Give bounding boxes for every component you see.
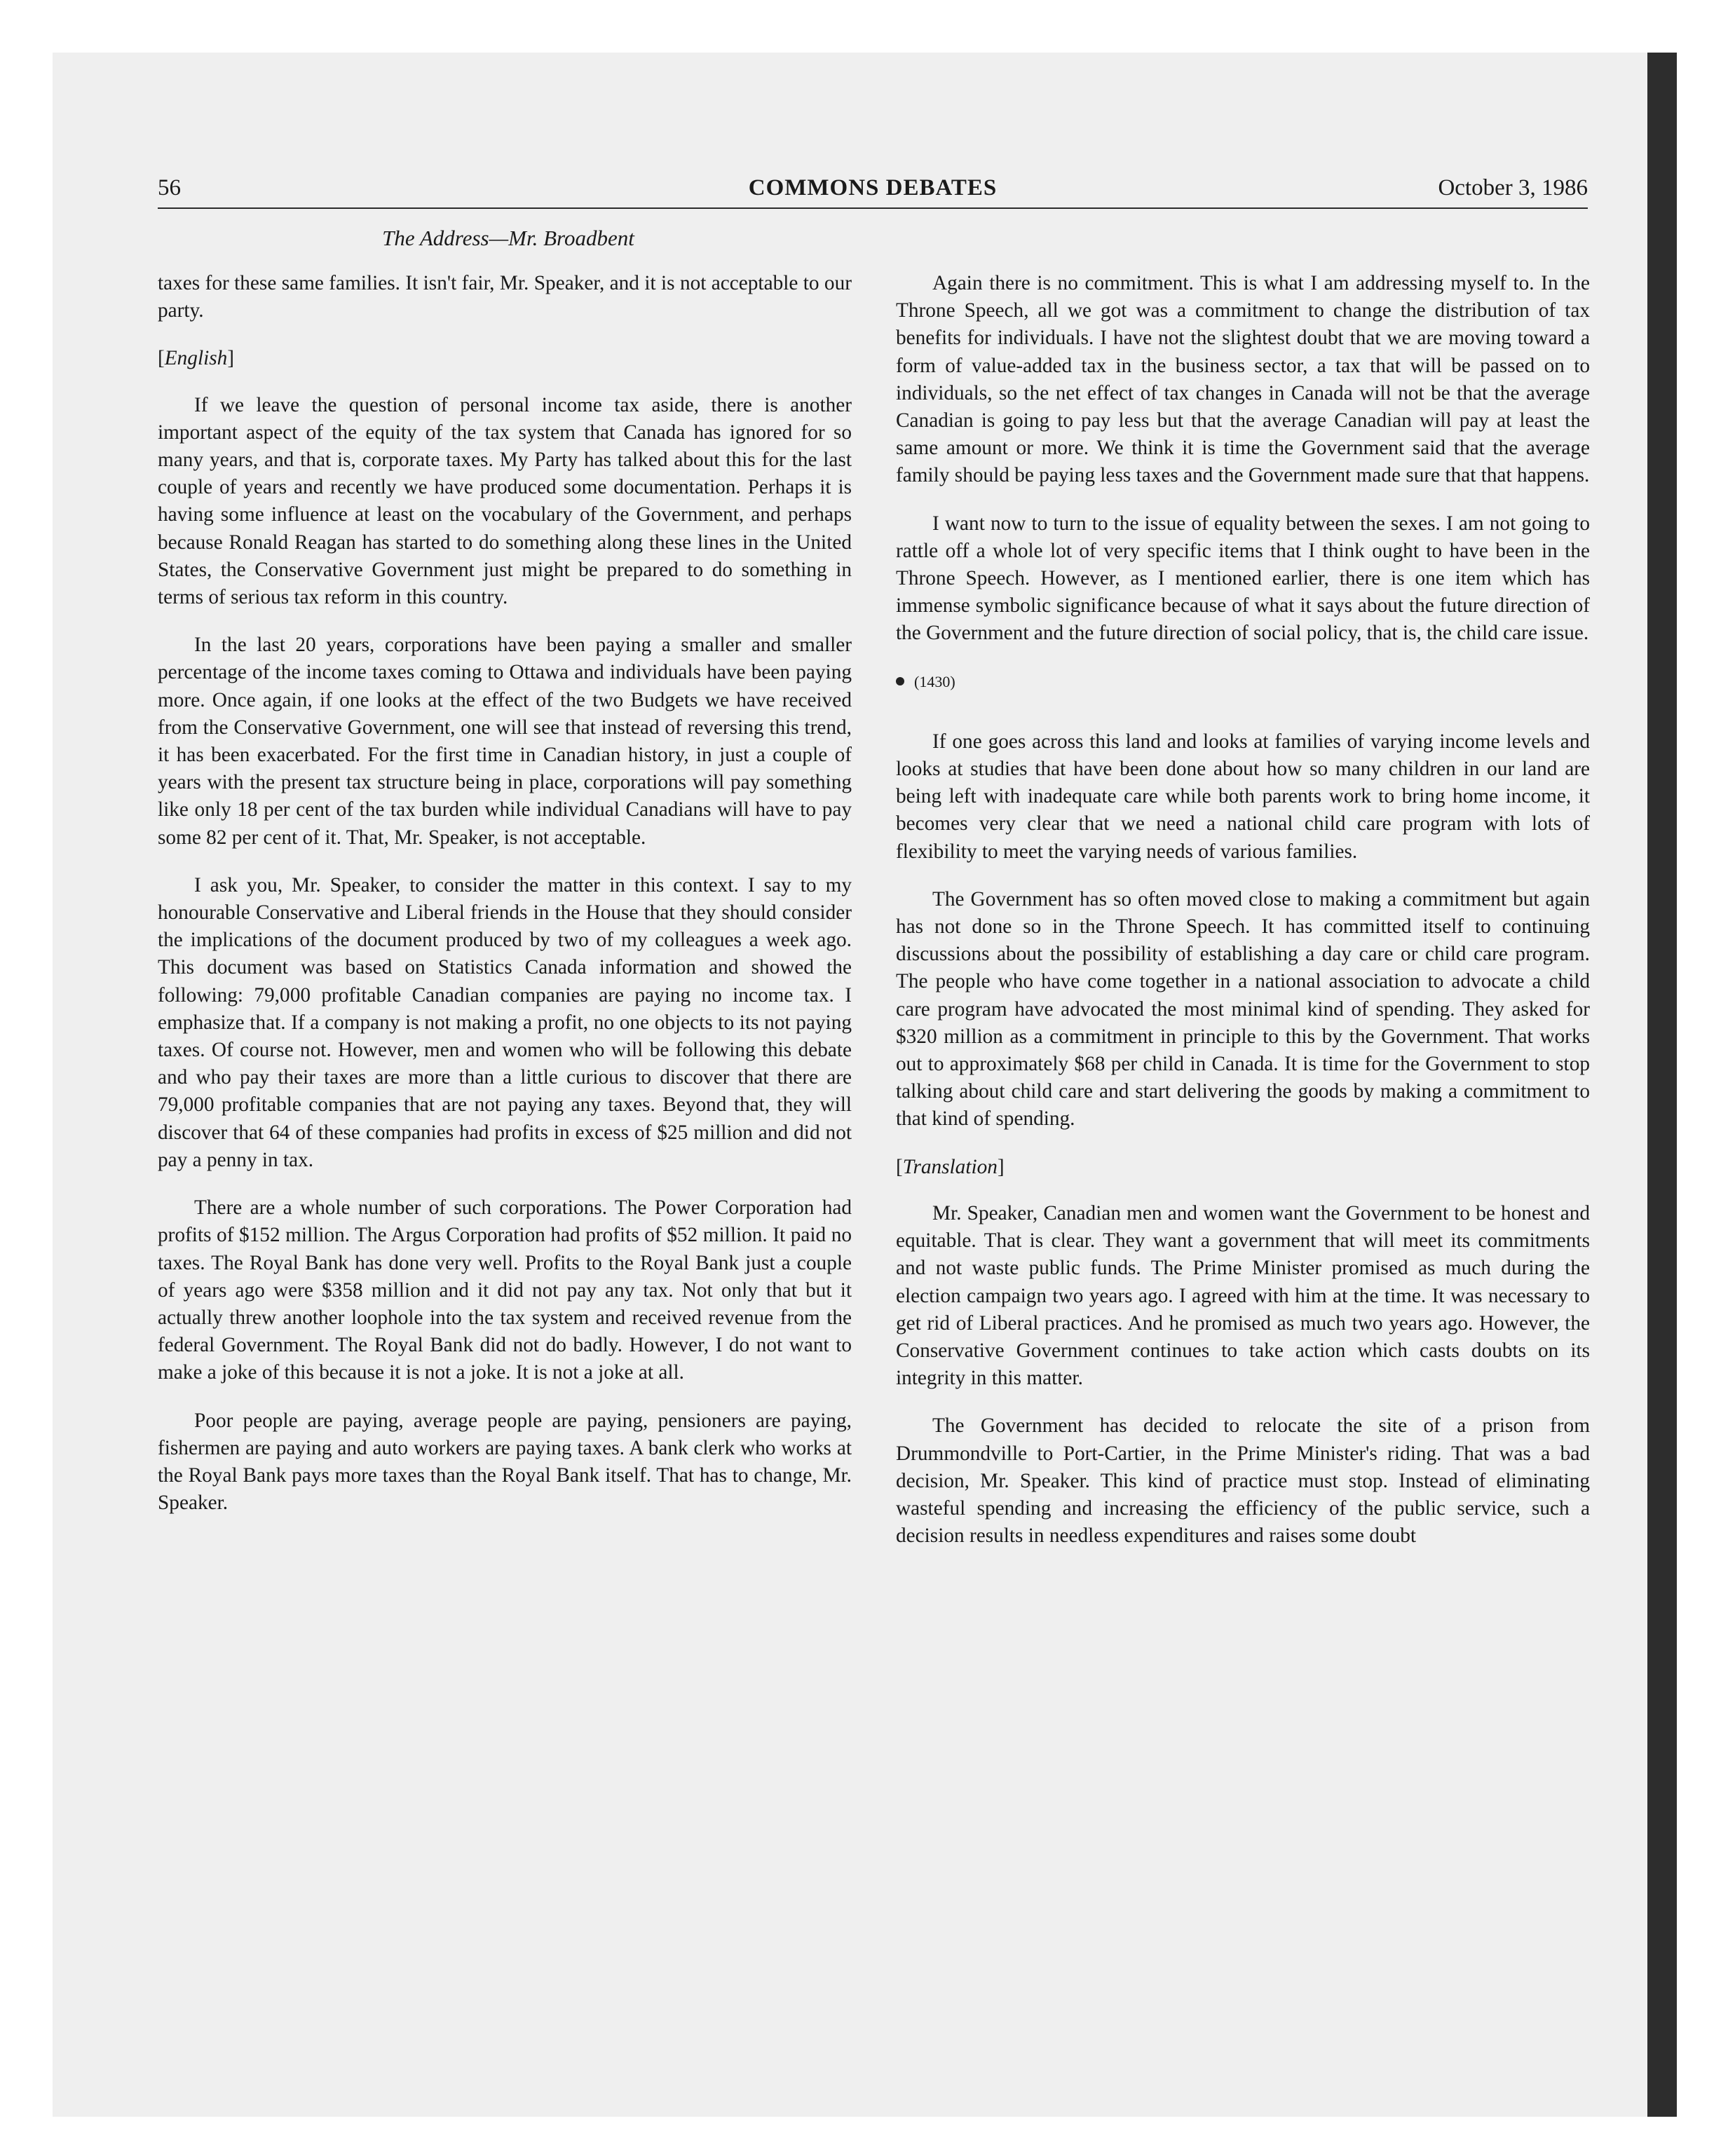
paragraph: I want now to turn to the issue of equality between the sexes. I am not going to rattle off a whole lot of very specific items that I think ought to have been in the Throne Speech. However, as I mentioned earlier, there is one item which has immense symbolic significance because of what it says about the future direction of the Government and the future direction of social policy, that is, the child care issue. (896, 512, 1590, 645)
paragraph: If we leave the question of personal income tax aside, there is another important aspect of the equity of the tax system that Canada has ignored for so many years, and that is, corporate taxes. My Party has talked about this for the last couple of years and recently we have produced some documentation. Perhaps it is having some influence at least on the vocabulary of the Government, and perhaps because Ronald Reagan has started to do something along these lines in the United States, the Conservative Government just might be prepared to do something in terms of serious tax reform in this country. (158, 393, 852, 609)
paragraph: The Government has so often moved close to making a commitment but again has not done so in the Throne Speech. It has committed itself to continuing discussions about the possibility of establishing a day care or child care program. The people who have come together in a national association to advocate a child care program have advocated the most minimal kind of spending. They asked for $320 million as a commitment in principle to this by the Government. That works out to approximately $68 per child in Canada. It is time for the Government to stop talking about child care and start delivering the goods by making a commitment to that kind of spending. (896, 887, 1590, 1131)
paragraph: In the last 20 years, corporations have been paying a smaller and smaller percentage of the income taxes coming to Ottawa and individuals have been paying more. Once again, if one looks at the effect of the two Budgets we have received from the Conservative Government, one will see that instead of reversing this trend, it has been exacerbated. For the first time in Canadian history, in just a couple of years with the present tax structure being in place, corporations will pay something like only 18 per cent of the tax burden while individual Canadians will have to pay some 82 per cent of it. That, Mr. Speaker, is not acceptable. (158, 634, 852, 849)
language-tag: [Translation] (896, 1155, 1005, 1178)
page-header (158, 175, 1588, 210)
page-number: 56 (158, 175, 181, 200)
language-tag-text: English (164, 347, 228, 370)
time-marker-text: (1430) (914, 672, 955, 690)
paragraph: I ask you, Mr. Speaker, to consider the matter in this context. I say to my honourable Conservative and Liberal friends in the House that they should consider the implications of the document produced by two of my colleagues a week ago. This document was based on Statistics Canada information and showed the following: 79,000 profitable Canadian companies are paying no income tax. I emphasize that. If a company is not making a profit, no one objects to its not paying taxes. Of course not. However, men and women who will be following this debate and who pay their taxes are more than a little curious to discover that there are 79,000 profitable companies that are not paying any taxes. Beyond that, they will discover that 64 of these companies had profits in excess of $25 million and did not pay a penny in tax. (158, 873, 852, 1171)
paragraph: If one goes across this land and looks at families of varying income levels and looks at studies that have been done about how so many children in our land are being left with inadequate care while both parents work to bring home income, it becomes very clear that we need a national child care program with lots of flexibility to meet the varying needs of various families. (896, 730, 1590, 863)
paragraph: taxes for these same families. It isn't fair, Mr. Speaker, and it is not acceptable to our party. (158, 272, 852, 322)
header-date: October 3, 1986 (1438, 175, 1588, 200)
header-rule (158, 207, 1588, 209)
paragraph: There are a whole number of such corporations. The Power Corporation had profits of $152 million. The Argus Corporation had profits of $52 million. It paid no taxes. The Royal Bank has done very well. Profits to the Royal Bank just a couple of years ago were $358 million and it did not pay any tax. Not only that but it actually threw another loophole into the tax system and received revenue from the federal Government. The Royal Bank did not do badly. However, I do not want to make a joke of this because it is not a joke. It is not a joke at all. (158, 1196, 852, 1384)
bullet-icon (896, 677, 904, 685)
page-binding-edge (1647, 53, 1677, 2117)
paragraph: The Government has decided to relocate the site of a prison from Drummondville to Port-Cartier, in the Prime Minister's riding. That was a bad decision, Mr. Speaker. This kind of practice must stop. Instead of eliminating wasteful spending and increasing the efficiency of the public service, such a decision results in needless expenditures and raises some doubt (896, 1414, 1590, 1548)
left-column (158, 270, 852, 1537)
paragraph: Again there is no commitment. This is what I am addressing myself to. In the Throne Speech, all we got was a commitment to change the distribution of tax benefits for individuals. I have not the slightest doubt that we are moving toward a form of value-added tax in the business sector, a tax that will be passed on to individuals, so the net effect of tax changes in Canada will not be that the average Canadian is going to pay less but that the average Canadian will pay at least the same amount or more. We think it is time the Government said that the average family should be paying less taxes and the Government made sure that that happens. (896, 272, 1590, 487)
running-title: COMMONS DEBATES (748, 175, 998, 200)
language-tag-text: Translation (902, 1155, 998, 1178)
right-column (896, 270, 1590, 1570)
language-tag: [English] (158, 347, 235, 370)
paragraph: Mr. Speaker, Canadian men and women want the Government to be honest and equitable. That is clear. They want a government that will meet its commitments and not waste public funds. The Prime Minister promised as much during the election campaign two years ago. I agreed with him at the time. It was necessary to get rid of Liberal practices. And he promised as much two years ago. However, the Conservative Government continues to take action which casts doubts on its integrity in this matter. (896, 1201, 1590, 1390)
section-heading: The Address—Mr. Broadbent (382, 226, 634, 250)
paragraph: Poor people are paying, average people are paying, pensioners are paying, fishermen are paying and auto workers are paying taxes. A bank clerk who works at the Royal Bank pays more taxes than the Royal Bank itself. That has to change, Mr. Speaker. (158, 1409, 852, 1515)
time-marker (896, 668, 1590, 695)
